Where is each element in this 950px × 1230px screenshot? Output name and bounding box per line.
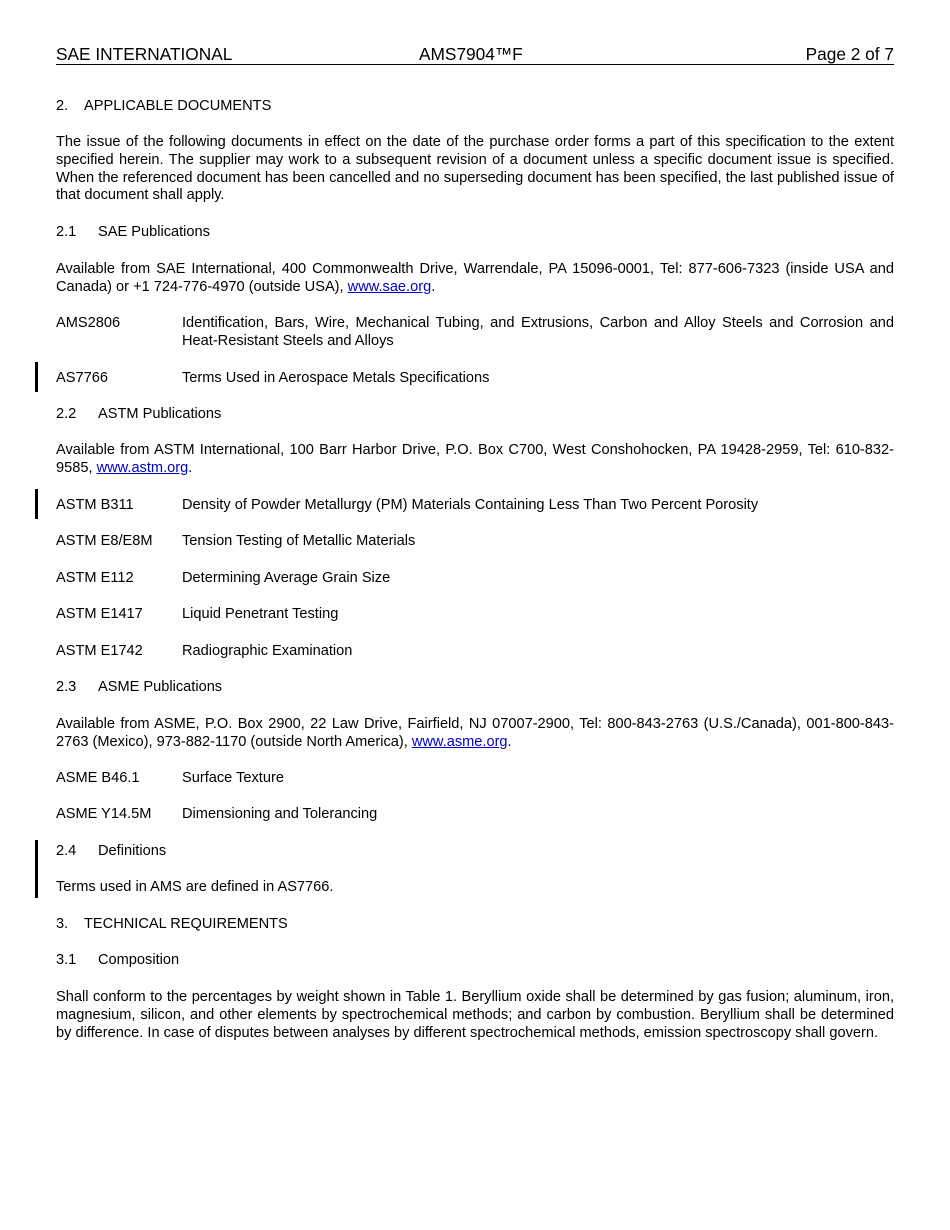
asme-link[interactable]: www.asme.org xyxy=(411,733,508,750)
page-header xyxy=(56,44,894,65)
section-number: 2.1 xyxy=(56,224,77,240)
section-title: Composition xyxy=(98,952,180,968)
section-number: 2.4 xyxy=(56,843,77,859)
header-org: SAE INTERNATIONAL xyxy=(56,44,233,64)
header-doc-id: AMS7904™F xyxy=(419,44,523,64)
reference-description: Terms Used in Aerospace Metals Specifications xyxy=(182,370,490,386)
period: . xyxy=(431,278,436,295)
section-2-3-heading xyxy=(56,679,894,697)
change-bar xyxy=(35,840,38,898)
section-title: Definitions xyxy=(98,843,167,859)
astm-link[interactable]: www.astm.org xyxy=(96,459,189,476)
section-number: 2.3 xyxy=(56,679,77,695)
section-title: APPLICABLE DOCUMENTS xyxy=(84,98,272,114)
section-number: 2. xyxy=(56,98,69,114)
reference-code: ASTM B311 xyxy=(56,497,134,513)
section-number: 2.2 xyxy=(56,406,77,422)
section-2-heading xyxy=(56,98,894,116)
astm-availability xyxy=(56,442,894,478)
reference-description: Identification, Bars, Wire, Mechanical Tubing, and Extrusions, Carbon and Alloy Steels and Corrosion and Heat-Resistant Steels and Alloys xyxy=(182,315,894,349)
availability-text: Available from ASTM International, 100 Barr Harbor Drive, P.O. Box C700, West Conshohocken, PA 19428-2959, Tel: 610-832-9585, xyxy=(56,442,894,476)
section-title: ASTM Publications xyxy=(98,406,222,422)
section-2-2-heading xyxy=(56,406,894,424)
reference-code: AS7766 xyxy=(56,370,108,386)
availability-text: Available from SAE International, 400 Commonwealth Drive, Warrendale, PA 15096-0001, Tel: 877-606-7323 (inside USA and Canada) or +1 724-776-4970 (outside USA), xyxy=(56,261,894,295)
section-title: TECHNICAL REQUIREMENTS xyxy=(84,916,288,932)
composition-paragraph: Shall conform to the percentages by weight shown in Table 1. Beryllium oxide shall be determined by gas fusion; aluminum, iron, magnesium, silicon, and other elements by spectrochemical methods; and carbon by combustion. Beryllium shall be determined by difference. In case of disputes between analyses by different spectrochemical methods, emission spectroscopy shall govern. xyxy=(56,989,894,1041)
sae-link[interactable]: www.sae.org xyxy=(347,278,432,295)
reference-code: ASTM E1742 xyxy=(56,643,143,659)
reference-code: ASME Y14.5M xyxy=(56,806,152,822)
reference-code: ASTM E1417 xyxy=(56,606,143,622)
section-2-4-heading xyxy=(56,843,894,861)
section-title: ASME Publications xyxy=(98,679,223,695)
period: . xyxy=(507,733,512,750)
definitions-paragraph: Terms used in AMS are defined in AS7766. xyxy=(56,879,334,895)
section-number: 3.1 xyxy=(56,952,77,968)
reference-description: Density of Powder Metallurgy (PM) Materials Containing Less Than Two Percent Porosity xyxy=(182,497,759,513)
header-page-number: Page 2 of 7 xyxy=(805,44,894,64)
reference-code: ASTM E112 xyxy=(56,570,134,586)
reference-description: Dimensioning and Tolerancing xyxy=(182,806,378,822)
section-3-heading xyxy=(56,916,894,934)
section-2-1-heading xyxy=(56,224,894,242)
section-2-paragraph: The issue of the following documents in effect on the date of the purchase order forms a part of this specification to the extent specified herein. The supplier may work to a subsequent revision of a document unless a specific document issue is specified. When the referenced document has been cancelled and no superseding document has been specified, the last published issue of that document shall apply. xyxy=(56,134,894,204)
sae-availability xyxy=(56,261,894,297)
reference-code: AMS2806 xyxy=(56,315,121,331)
reference-code: ASME B46.1 xyxy=(56,770,140,786)
section-3-1-heading xyxy=(56,952,894,970)
reference-description: Liquid Penetrant Testing xyxy=(182,606,339,622)
reference-code: ASTM E8/E8M xyxy=(56,533,153,549)
period: . xyxy=(188,459,193,476)
asme-availability xyxy=(56,716,894,752)
change-bar xyxy=(35,489,38,519)
reference-description: Radiographic Examination xyxy=(182,643,353,659)
reference-description: Determining Average Grain Size xyxy=(182,570,391,586)
section-number: 3. xyxy=(56,916,69,932)
availability-text: Available from ASME, P.O. Box 2900, 22 Law Drive, Fairfield, NJ 07007-2900, Tel: 800-843-2763 (U.S./Canada), 001-800-843-2763 (Mexico), 973-882-1170 (outside North America), xyxy=(56,716,894,750)
section-title: SAE Publications xyxy=(98,224,210,240)
reference-description: Tension Testing of Metallic Materials xyxy=(182,533,416,549)
reference-description: Surface Texture xyxy=(182,770,284,786)
change-bar xyxy=(35,362,38,392)
